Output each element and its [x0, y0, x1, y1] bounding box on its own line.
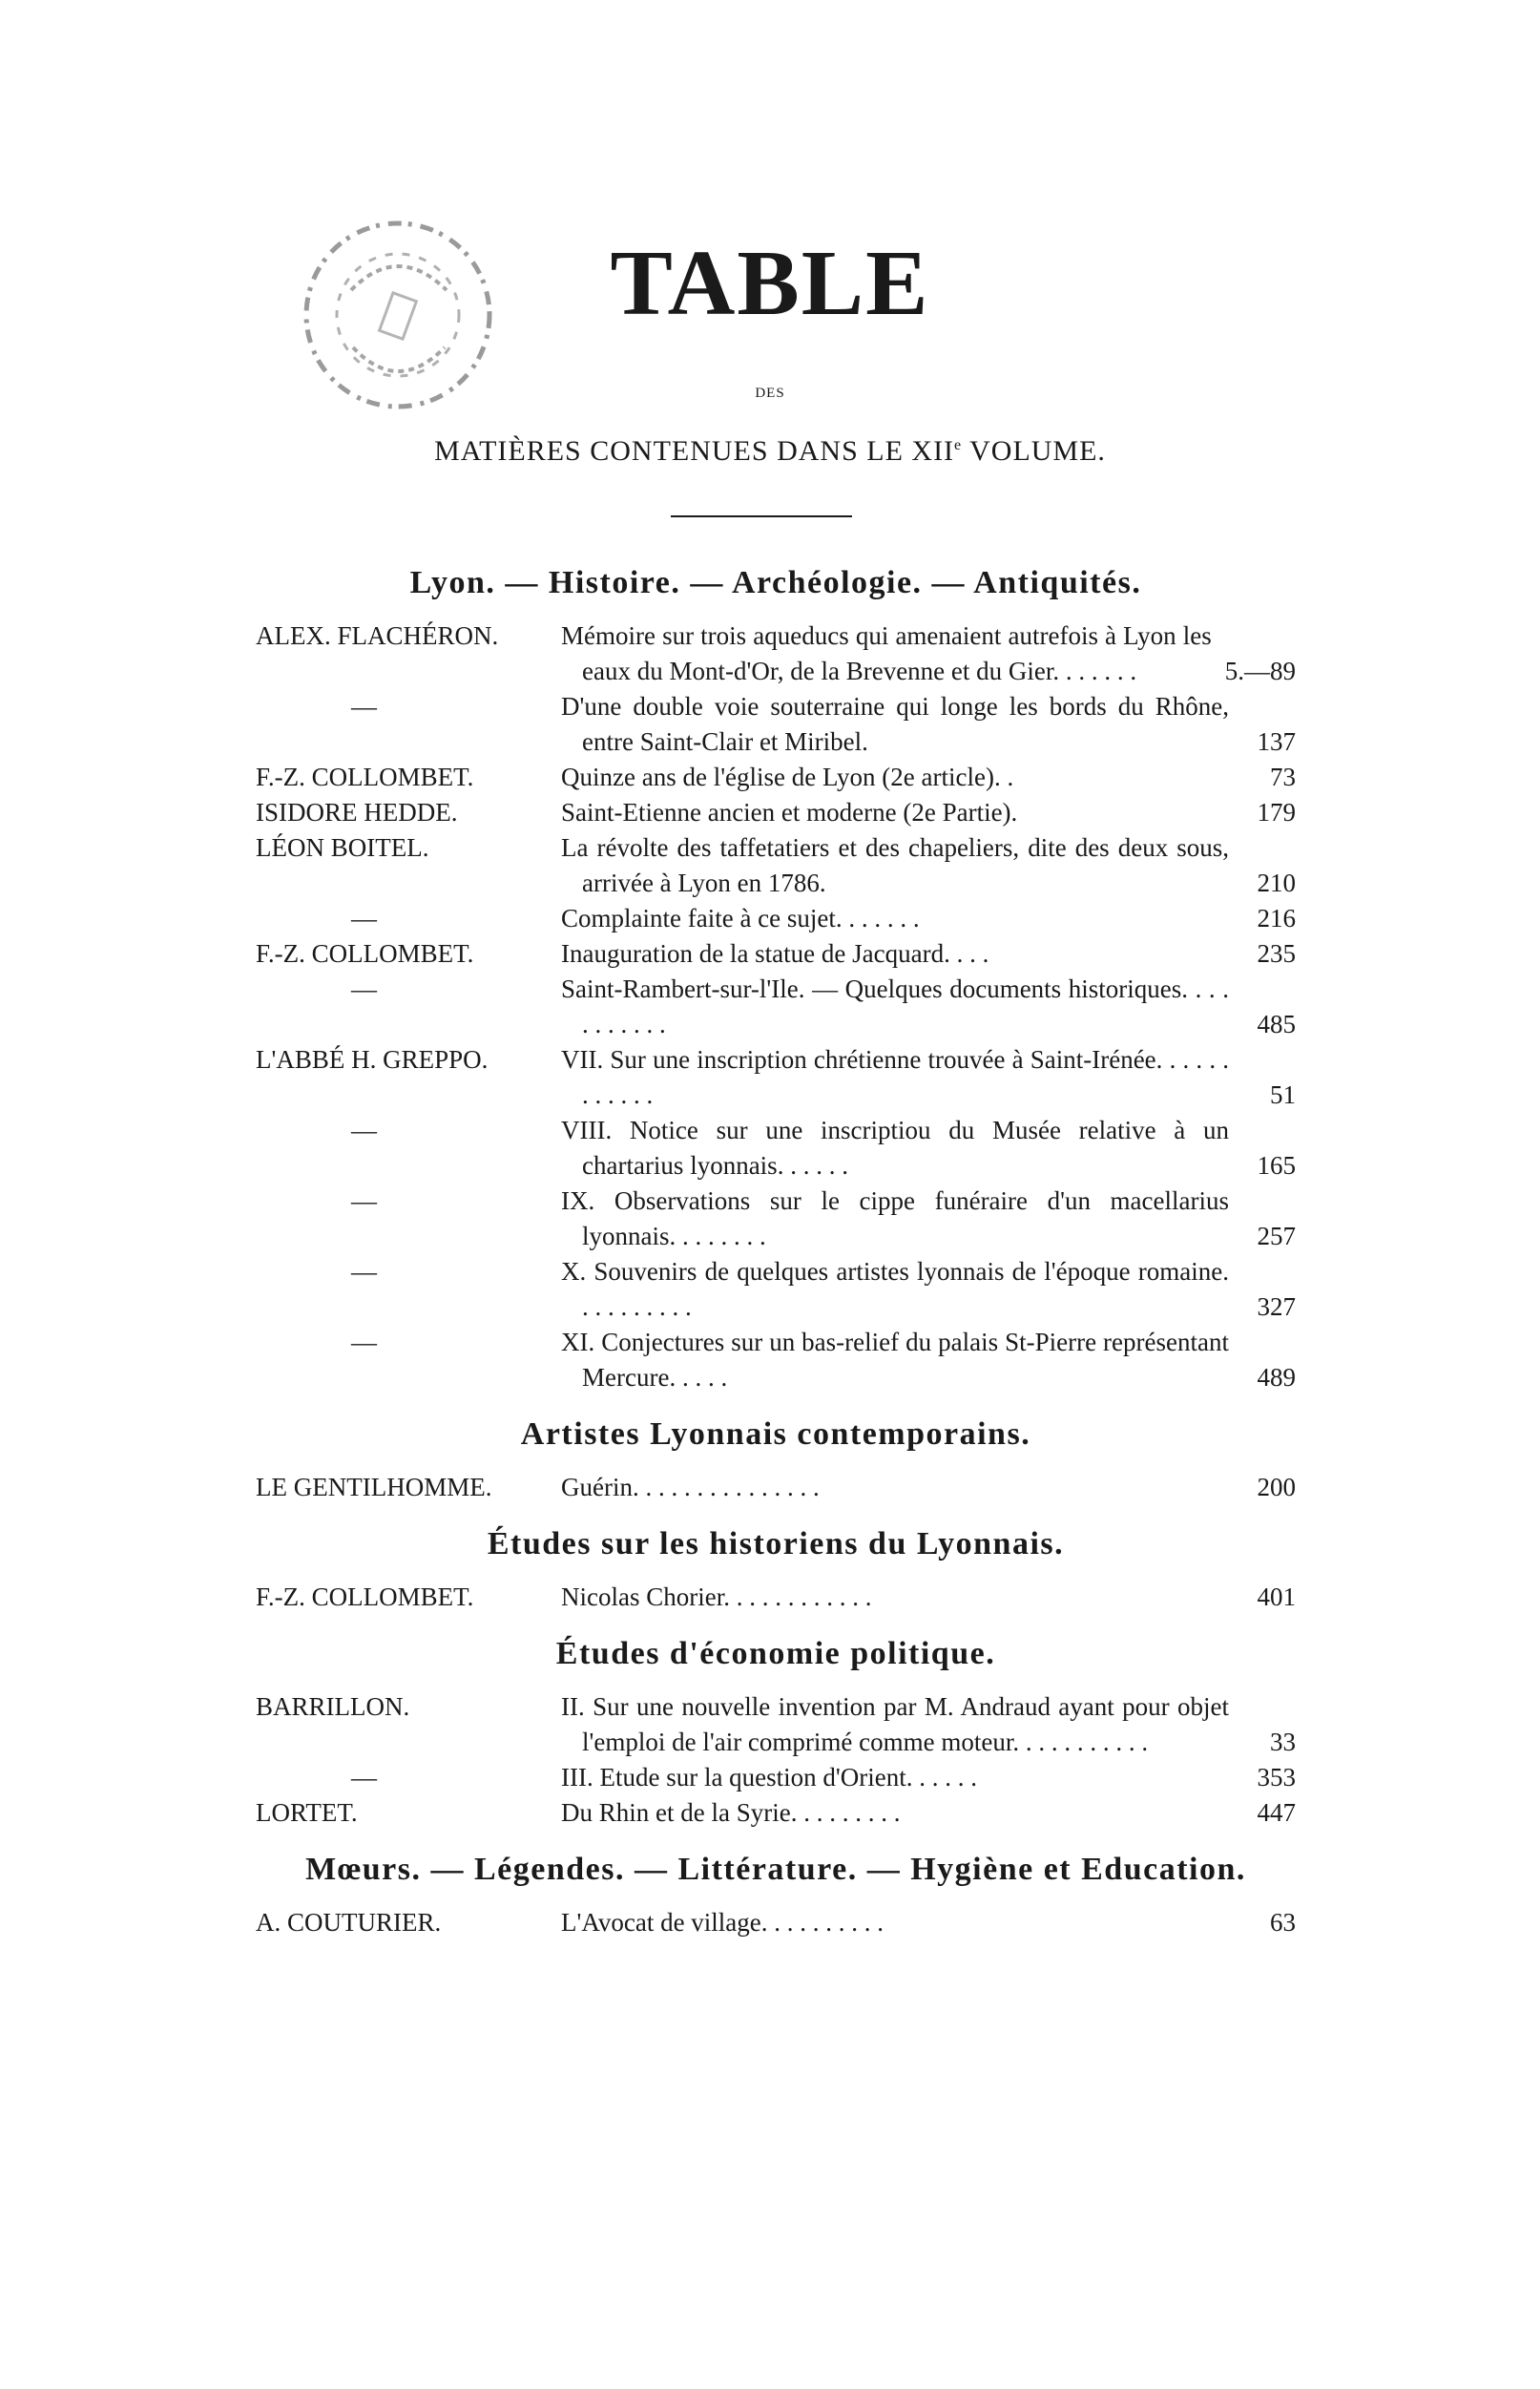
entry-page-number: 489 — [1257, 1363, 1296, 1392]
entry-page-number: 235 — [1257, 939, 1296, 968]
entry-title: IX. Observations sur le cippe funéraire d'un macellarius lyonnais. . . . . . . . — [561, 1186, 1229, 1250]
toc-entry — [256, 1470, 1296, 1505]
entry-work — [561, 1795, 1296, 1831]
entry-page-number: 5.—89 — [1224, 657, 1296, 685]
entry-author: — — [351, 692, 377, 721]
entry-work — [561, 689, 1296, 760]
toc-entry — [256, 901, 1296, 936]
entry-title: II. Sur une nouvelle invention par M. Andraud ayant pour objet l'emploi de l'air comprimé comme moteur. . . . . . . . . . . — [561, 1692, 1229, 1756]
entry-author: F.-Z. COLLOMBET. — [256, 1582, 474, 1611]
entry-work — [561, 618, 1296, 689]
entry-author: ISIDORE HEDDE. — [256, 798, 458, 827]
entry-work — [561, 1470, 1296, 1505]
entry-work — [561, 795, 1296, 830]
entry-title: Complainte faite à ce sujet. . . . . . . — [561, 904, 920, 933]
entry-work — [561, 760, 1296, 795]
entry-author: LE GENTILHOMME. — [256, 1473, 492, 1501]
entry-work — [561, 1042, 1296, 1113]
toc-entry — [256, 1325, 1296, 1395]
entry-title: Mémoire sur trois aqueducs qui amenaient autrefois à Lyon les eaux du Mont-d'Or, de la Brevenne et du Gier. . . . . . . — [561, 621, 1212, 685]
entry-page-number: 179 — [1257, 798, 1296, 827]
entry-title: VII. Sur une inscription chrétienne trouvée à Saint-Irénée. . . . . . . . . . . . — [561, 1045, 1229, 1109]
toc-entry — [256, 1795, 1296, 1831]
entry-author: — — [351, 974, 377, 1003]
entry-work — [561, 1580, 1296, 1615]
section-heading: Mœurs. — Légendes. — Littérature. — Hygiène et Education. — [305, 1852, 1246, 1887]
page-title: TABLE — [610, 232, 930, 335]
entry-work — [561, 936, 1296, 972]
entry-page-number: 73 — [1270, 763, 1296, 791]
toc-entry — [256, 1580, 1296, 1615]
title-connector: DES — [755, 386, 785, 401]
entry-page-number: 327 — [1257, 1292, 1296, 1321]
entry-author: F.-Z. COLLOMBET. — [256, 763, 474, 791]
toc-entry — [256, 1905, 1296, 1940]
section-heading: Études sur les historiens du Lyonnais. — [487, 1526, 1065, 1561]
toc-entry — [256, 936, 1296, 972]
entry-page-number: 33 — [1270, 1728, 1296, 1756]
entry-author: LÉON BOITEL. — [256, 833, 429, 862]
entry-title: VIII. Notice sur une inscriptiou du Musée relative à un chartarius lyonnais. . . . . . — [561, 1116, 1229, 1180]
entry-work — [561, 972, 1296, 1042]
entry-title: Saint-Etienne ancien et moderne (2e Partie). — [561, 798, 1018, 827]
entry-author: — — [351, 1763, 377, 1792]
table-of-contents — [256, 565, 1296, 1940]
toc-entry — [256, 1760, 1296, 1795]
entry-page-number: 447 — [1257, 1798, 1296, 1827]
entry-page-number: 210 — [1257, 869, 1296, 897]
entry-author: ALEX. FLACHÉRON. — [256, 621, 499, 650]
entry-title: Nicolas Chorier. . . . . . . . . . . . — [561, 1582, 872, 1611]
entry-page-number: 485 — [1257, 1010, 1296, 1038]
entry-work — [561, 1325, 1296, 1395]
entry-author: F.-Z. COLLOMBET. — [256, 939, 474, 968]
entry-work — [561, 1184, 1296, 1254]
toc-entry — [256, 1184, 1296, 1254]
entry-title: XI. Conjectures sur un bas-relief du palais St-Pierre représentant Mercure. . . . . — [561, 1328, 1229, 1392]
entry-page-number: 353 — [1257, 1763, 1296, 1792]
entry-work — [561, 1254, 1296, 1325]
entry-author: BARRILLON. — [256, 1692, 410, 1721]
entry-author: — — [351, 1116, 377, 1144]
section-heading: Artistes Lyonnais contemporains. — [520, 1416, 1031, 1452]
entry-work — [561, 1760, 1296, 1795]
entry-title: Saint-Rambert-sur-l'Ile. — Quelques documents historiques. . . . . . . . . . . — [561, 974, 1229, 1038]
toc-entry — [256, 760, 1296, 795]
entry-title: L'Avocat de village. . . . . . . . . . — [561, 1908, 884, 1937]
entry-page-number: 401 — [1257, 1582, 1296, 1611]
toc-entry — [256, 972, 1296, 1042]
entry-author: — — [351, 1257, 377, 1286]
entry-author: L'ABBÉ H. GREPPO. — [256, 1045, 489, 1074]
toc-entry — [256, 795, 1296, 830]
entry-page-number: 51 — [1270, 1080, 1296, 1109]
entry-page-number: 137 — [1257, 727, 1296, 756]
entry-work — [561, 901, 1296, 936]
entry-page-number: 63 — [1270, 1908, 1296, 1937]
toc-entry — [256, 689, 1296, 760]
entry-work — [561, 1689, 1296, 1760]
entry-author: — — [351, 1186, 377, 1215]
entry-title: Guérin. . . . . . . . . . . . . . . — [561, 1473, 820, 1501]
entry-author: — — [351, 1328, 377, 1356]
title-divider — [671, 515, 852, 517]
section-heading: Lyon. — Histoire. — Archéologie. — Antiquités. — [409, 565, 1142, 600]
entry-page-number: 216 — [1257, 904, 1296, 933]
entry-author: A. COUTURIER. — [256, 1908, 442, 1937]
toc-entry — [256, 1689, 1296, 1760]
toc-entry — [256, 618, 1296, 689]
entry-work — [561, 1905, 1296, 1940]
entry-work — [561, 1113, 1296, 1184]
section-heading: Études d'économie politique. — [555, 1636, 996, 1671]
toc-entry — [256, 1113, 1296, 1184]
entry-title: Quinze ans de l'église de Lyon (2e article). . — [561, 763, 1014, 791]
entry-author: LORTET. — [256, 1798, 358, 1827]
entry-title: D'une double voie souterraine qui longe les bords du Rhône, entre Saint-Clair et Miribel. — [561, 692, 1229, 756]
entry-title: Du Rhin et de la Syrie. . . . . . . . . — [561, 1798, 901, 1827]
page-subtitle: MATIÈRES CONTENUES DANS LE XIIe VOLUME. — [434, 435, 1106, 467]
toc-entry — [256, 1254, 1296, 1325]
toc-entry — [256, 830, 1296, 901]
entry-page-number: 165 — [1257, 1151, 1296, 1180]
entry-title: La révolte des taffetatiers et des chapeliers, dite des deux sous, arrivée à Lyon en 1786. — [561, 833, 1229, 897]
entry-title: III. Etude sur la question d'Orient. . . . . . — [561, 1763, 978, 1792]
entry-title: X. Souvenirs de quelques artistes lyonnais de l'époque romaine. . . . . . . . . . — [561, 1257, 1229, 1321]
entry-work — [561, 830, 1296, 901]
toc-entry — [256, 1042, 1296, 1113]
entry-author: — — [351, 904, 377, 933]
entry-page-number: 200 — [1257, 1473, 1296, 1501]
entry-title: Inauguration de la statue de Jacquard. . . . — [561, 939, 989, 968]
entry-page-number: 257 — [1257, 1222, 1296, 1250]
